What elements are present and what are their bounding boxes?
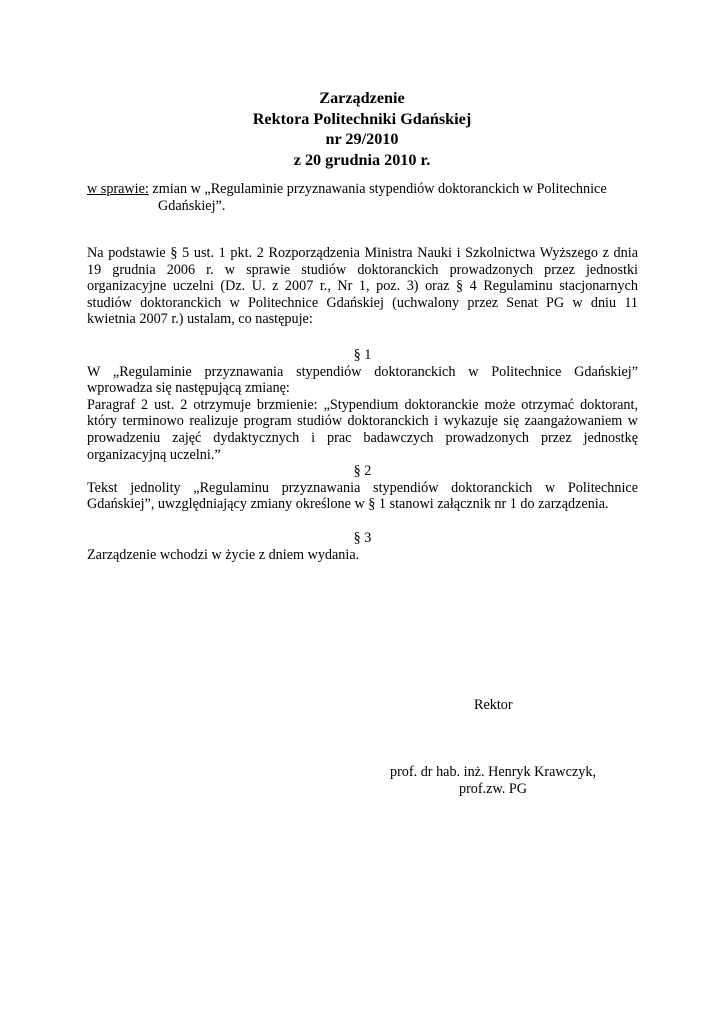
document-number: nr 29/2010 [325, 130, 399, 148]
signatory-title: prof.zw. PG [458, 780, 528, 797]
section-2-text: Tekst jednolity „Regulaminu przyznawania stypendiów doktoranckich w Politechnice Gdańskiej”, uwzględniający zmiany określone w § 1 stanowi załącznik nr 1 do zarządzenia. [87, 479, 638, 513]
section-3 [87, 530, 638, 563]
subject-block [87, 181, 638, 214]
signatory-role: Rektor [474, 697, 513, 713]
section-1-heading: § 1 [353, 347, 372, 363]
issuer-title: Rektora Politechniki Gdańskiej [252, 109, 472, 128]
subject-line [87, 181, 638, 198]
document-date: z 20 grudnia 2010 r. [293, 150, 431, 169]
document-header [0, 88, 724, 170]
signatory-name: prof. dr hab. inż. Henryk Krawczyk, [389, 764, 597, 780]
section-1-intro: W „Regulaminie przyznawania stypendiów doktoranckich w Politechnice Gdańskiej” wprowadza się następującą zmianę: [87, 363, 638, 397]
subject-text-line2: Gdańskiej”. [158, 197, 226, 214]
section-3-text: Zarządzenie wchodzi w życie z dniem wydania. [87, 546, 360, 563]
document-type-title: Zarządzenie [319, 89, 405, 107]
subject-text-line1: zmian w „Regulaminie przyznawania stypendiów doktoranckich w Politechnice [152, 181, 607, 197]
section-2-heading: § 2 [353, 463, 372, 479]
subject-label: w sprawie: [87, 181, 149, 197]
section-1 [87, 347, 638, 463]
section-2 [87, 463, 638, 513]
legal-basis-paragraph: Na podstawie § 5 ust. 1 pkt. 2 Rozporządzenia Ministra Nauki i Szkolnictwa Wyższego z dnia 19 grudnia 2006 r. w sprawie studiów doktoranckich prowadzonych przez jednostki organizacyjne uczelni (Dz. U. z 2007 r., Nr 1, poz. 3) oraz § 4 Regulaminu stacjonarnych studiów doktoranckich w Politechnice Gdańskiej (uchwalony przez Senat PG w dniu 11 kwietnia 2007 r.) ustalam, co następuje: [87, 245, 638, 328]
section-1-change: Paragraf 2 ust. 2 otrzymuje brzmienie: „Stypendium doktoranckie może otrzymać doktorant, który terminowo realizuje program studiów doktoranckich i wykazuje się zaangażowaniem w prowadzeniu zajęć dydaktycznych i prac badawczych prowadzonych przez jednostkę organizacyjną uczelni.” [87, 396, 638, 463]
signature-block [386, 764, 600, 797]
section-3-heading: § 3 [353, 530, 372, 546]
